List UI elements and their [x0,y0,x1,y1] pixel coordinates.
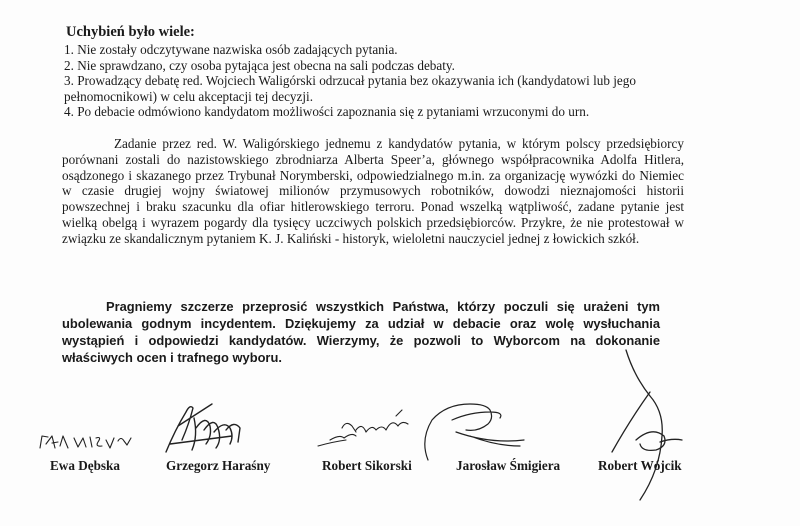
list-item: 4. Po debacie odmówiono kandydatom możliwości zapoznania się z pytaniami wrzuconymi do urn. [64,104,590,120]
signatory-name: Robert Wójcik [598,458,682,473]
list-item: 2. Nie sprawdzano, czy osoba pytająca jest obecna na sali podczas debaty. [64,57,455,73]
signatory-name: Grzegorz Haraśny [166,458,271,473]
signatory-name: Robert Sikorski [322,458,412,473]
signature-ewa-debska [40,436,131,448]
list-item: 1. Nie zostały odczytywane nazwiska osób zadających pytania. [64,42,398,57]
closing-paragraph: Pragniemy szczerze przeprosić wszystkich Państwa, którzy poczuli się urażeni tym ubolewania godnym incydentem. Dziękujemy za udział w debacie oraz wolę wysłuchania wystąpień i odpowiedzi kandydatów. Wierzymy, że pozwoli to Wyborcom na dokonanie właściwych ocen i trafnego wyboru. [62,299,660,365]
signature-grzegorz-harasny [166,404,240,452]
signature-robert-sikorski [318,410,408,446]
signature-robert-wojcik [612,350,682,500]
list-item: 3. Prowadzący debatę red. Wojciech Waligórski odrzucał pytania bez okazywania ich (kandydatowi lub jego pełnomocnikowi) w celu akceptacji tej decyzji. [64,73,636,104]
signatory-name: Ewa Dębska [50,458,120,473]
list-heading: Uchybień było wiele: [66,24,195,40]
signature-jaroslaw-smigiera [425,404,524,460]
signatory-name: Jarosław Śmigiera [456,458,561,473]
body-paragraph: Zadanie przez red. W. Waligórskiego jednemu z kandydatów pytania, w którym polscy przedsiębiorcy porównani zostali do nazistowskiego zbrodniarza Alberta Speer’a, głównego współpracownika Adolfa Hitlera, osądzonego i skazanego przez Trybunał Norymberski, odpowiedzialnego m.in. za organizację wywózki do Niemiec w czasie drugiej wojny światowej milionów przymusowych robotników, dowodzi nieznajomości historii powszechnej i braku szacunku dla ofiar hitlerowskiego terroru. Ponad wszelką wątpliwość, zadane pytanie jest wielką obelgą i wyrazem pogardy dla tysięcy uczciwych polskich przedsiębiorców. Przykre, że nie protestował w związku ze skandalicznym pytaniem K. J. Kaliński - historyk, wieloletni nauczyciel jednej z łowickich szkół. [62,136,684,246]
